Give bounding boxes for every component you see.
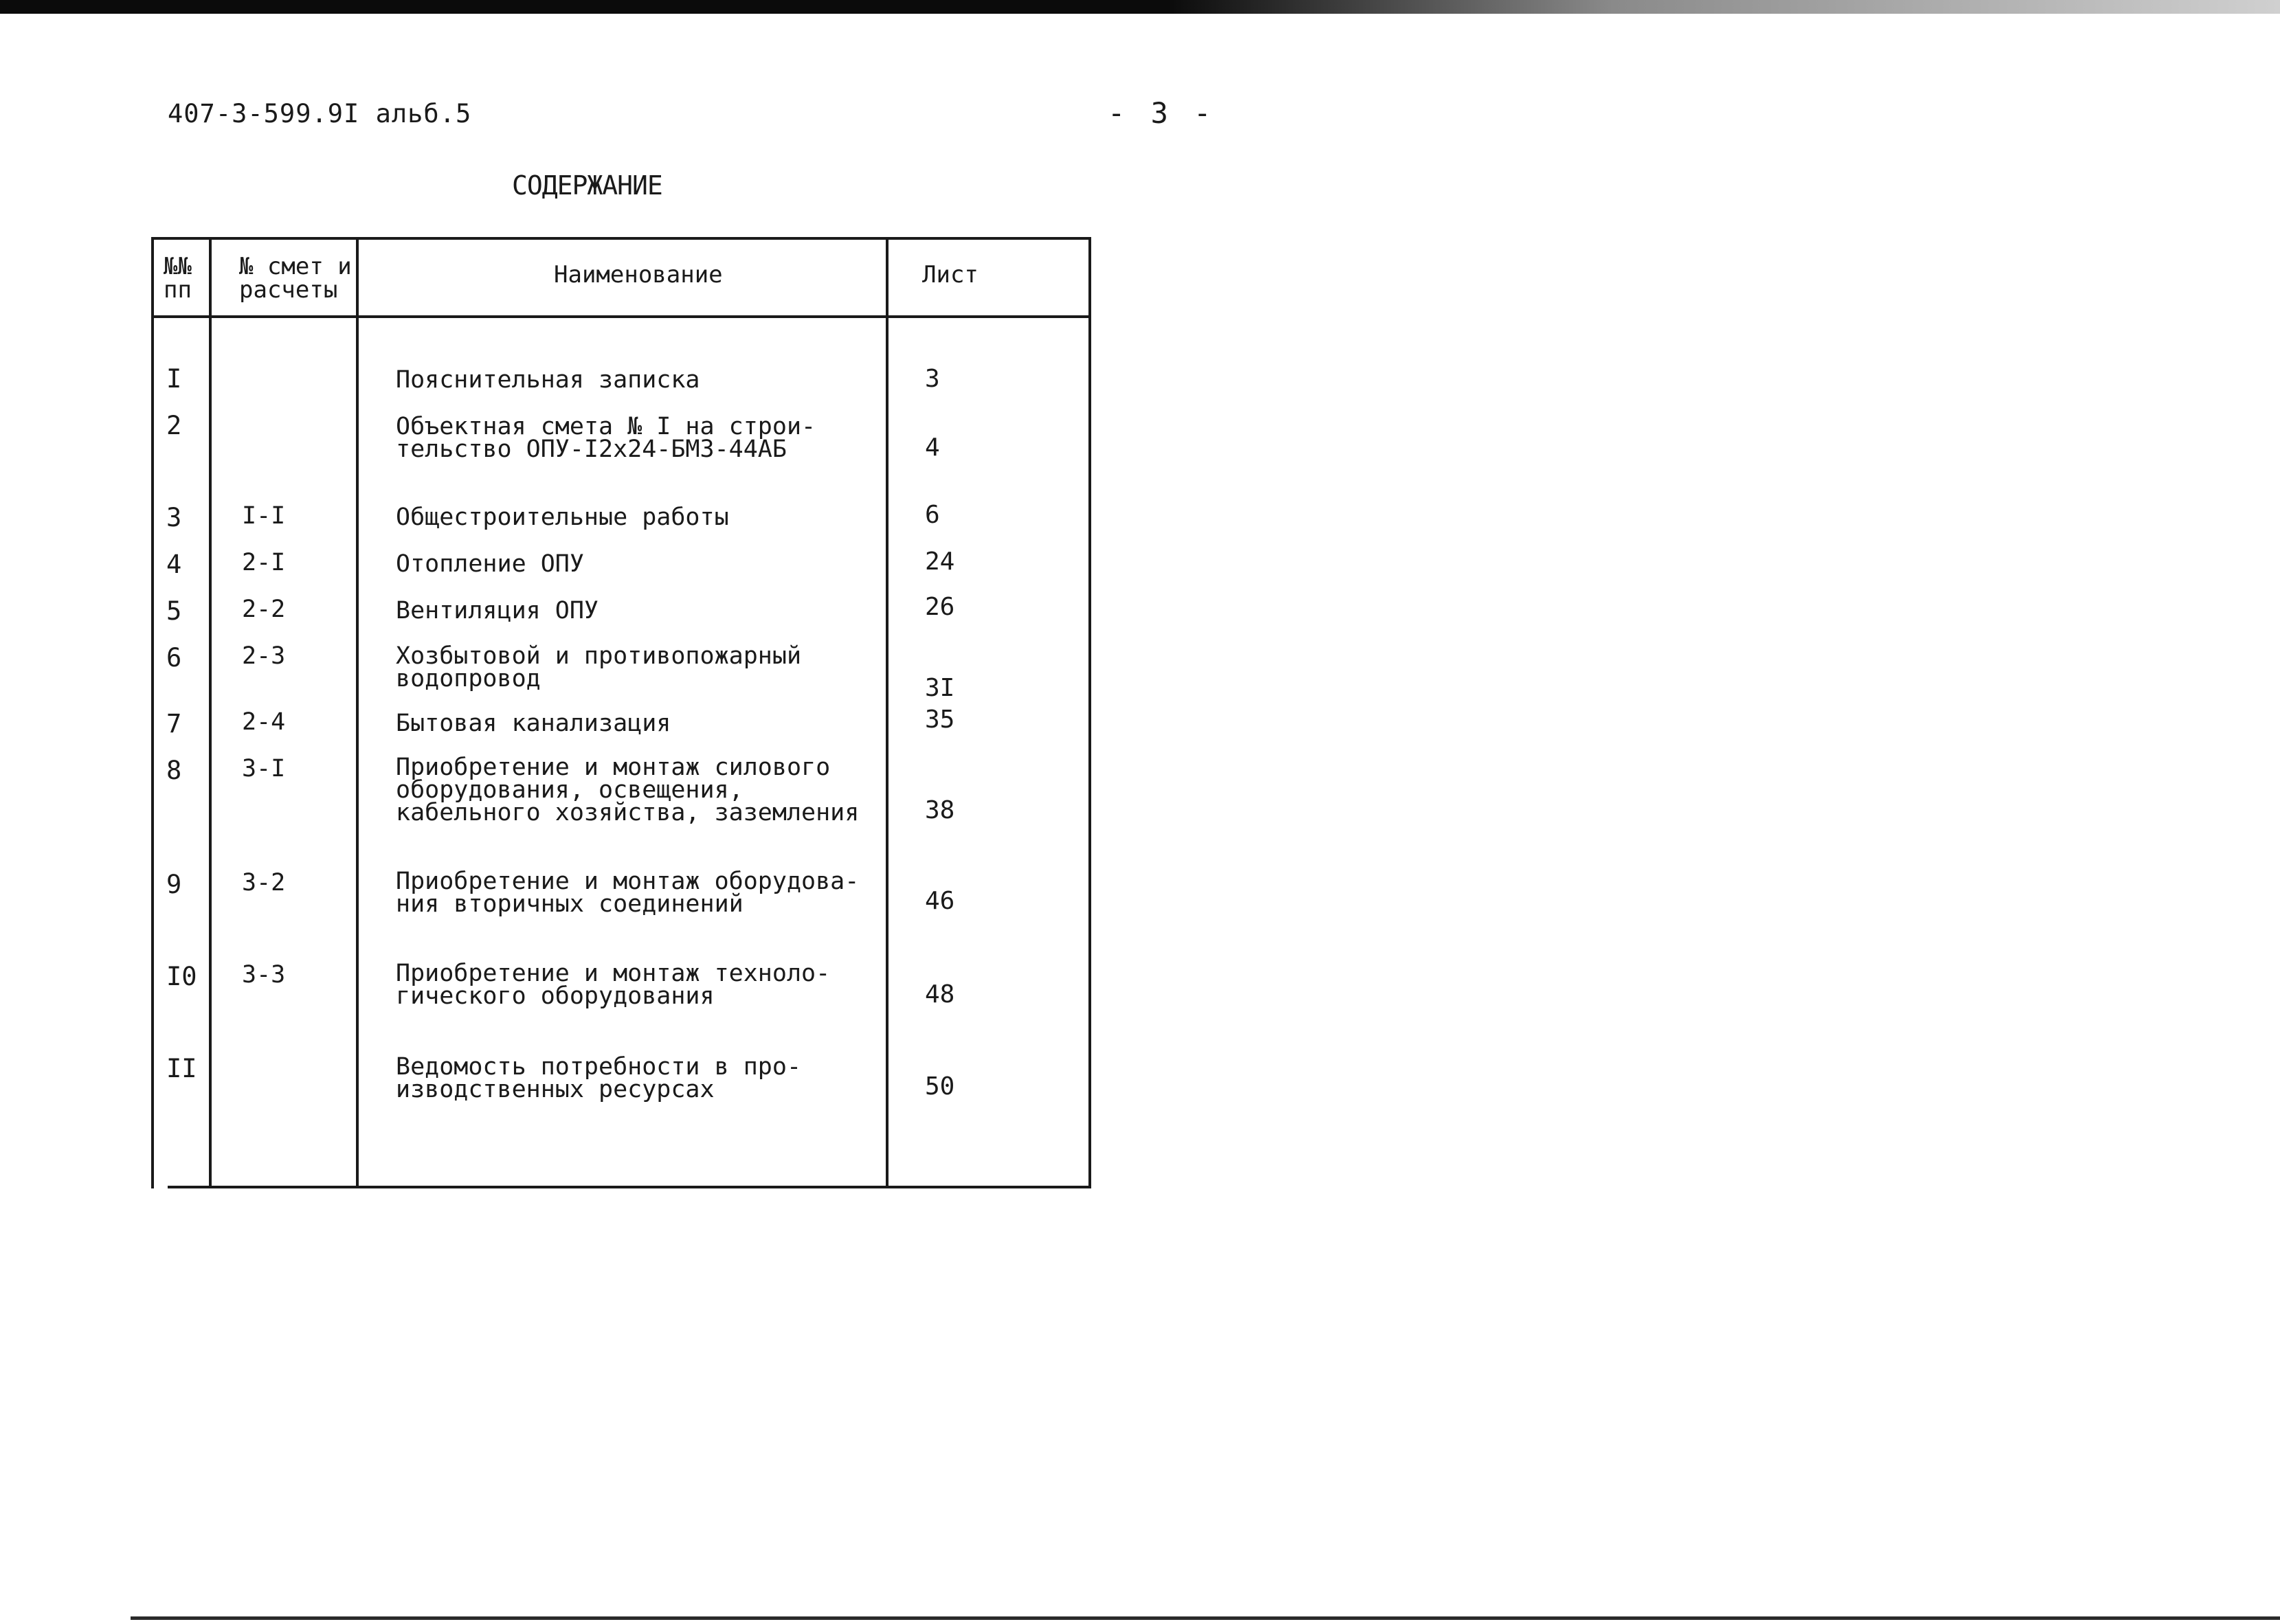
- scan-top-border-fade: [1168, 0, 2280, 14]
- table-header-divider: [151, 315, 1091, 318]
- row-3-sheet: 6: [925, 501, 940, 529]
- row-4-num: 4: [166, 550, 182, 579]
- row-8-estimate: 3-I: [242, 755, 286, 782]
- row-8-num: 8: [166, 756, 182, 785]
- table-col-divider-2: [356, 237, 359, 1188]
- table-col-divider-3: [886, 237, 888, 1188]
- table-bottom-border: [168, 1186, 1091, 1188]
- row-10-num: I0: [166, 962, 197, 991]
- row-11-num: II: [166, 1054, 197, 1083]
- row-4-name: Отопление ОПУ: [396, 550, 584, 578]
- row-7-estimate: 2-4: [242, 708, 286, 736]
- row-3-estimate: I-I: [242, 502, 286, 530]
- row-8-name: Приобретение и монтаж силового оборудования, освещения, кабельного хозяйства, заземления: [396, 754, 860, 826]
- row-9-estimate: 3-2: [242, 869, 286, 896]
- row-6-estimate: 2-3: [242, 642, 286, 670]
- page-title: СОДЕРЖАНИЕ: [512, 170, 662, 201]
- row-9-num: 9: [166, 870, 182, 899]
- row-2-sheet: 4: [925, 433, 940, 462]
- row-6-name: Хозбытовой и противопожарный водопровод: [396, 642, 802, 692]
- row-8-sheet: 38: [925, 796, 955, 824]
- table-left-border: [151, 237, 154, 1188]
- col-header-name: Наименование: [554, 261, 723, 289]
- row-1-num: I: [166, 364, 182, 394]
- row-2-name: Объектная смета № I на строи- тельство ОПУ-I2х24-БМЗ-44АБ: [396, 413, 816, 463]
- row-10-sheet: 48: [925, 980, 955, 1008]
- row-7-num: 7: [166, 709, 182, 738]
- row-2-num: 2: [166, 411, 182, 440]
- row-7-sheet: 35: [925, 706, 955, 734]
- row-6-sheet: 3I: [925, 674, 955, 702]
- table-col-divider-1: [209, 237, 212, 1188]
- row-5-name: Вентиляция ОПУ: [396, 597, 599, 624]
- row-11-name: Ведомость потребности в про- изводственных ресурсах: [396, 1053, 802, 1103]
- row-5-estimate: 2-2: [242, 596, 286, 623]
- row-3-num: 3: [166, 503, 182, 532]
- row-3-name: Общестроительные работы: [396, 504, 729, 531]
- row-10-estimate: 3-3: [242, 961, 286, 989]
- scan-bottom-border: [131, 1616, 2280, 1620]
- row-4-estimate: 2-I: [242, 549, 286, 576]
- contents-table: [151, 237, 1091, 1188]
- col-header-estimate: № смет и расчеты: [239, 253, 352, 304]
- row-10-name: Приобретение и монтаж техноло- гического оборудования: [396, 960, 831, 1010]
- row-1-sheet: 3: [925, 365, 940, 393]
- row-11-sheet: 50: [925, 1072, 955, 1101]
- row-1-name: Пояснительная записка: [396, 366, 700, 394]
- row-5-sheet: 26: [925, 593, 955, 621]
- col-header-num: №№ пп: [164, 253, 192, 304]
- document-code: 407-3-599.9I альб.5: [168, 99, 472, 128]
- row-7-name: Бытовая канализация: [396, 710, 671, 737]
- row-4-sheet: 24: [925, 548, 955, 576]
- row-9-name: Приобретение и монтаж оборудова- ния вторичных соединений: [396, 868, 860, 918]
- table-right-border: [1088, 237, 1091, 1188]
- page-number: - 3 -: [1108, 96, 1216, 130]
- row-5-num: 5: [166, 596, 182, 626]
- row-9-sheet: 46: [925, 887, 955, 915]
- table-top-border: [151, 237, 1091, 240]
- row-6-num: 6: [166, 643, 182, 673]
- col-header-sheet: Лист: [922, 261, 979, 289]
